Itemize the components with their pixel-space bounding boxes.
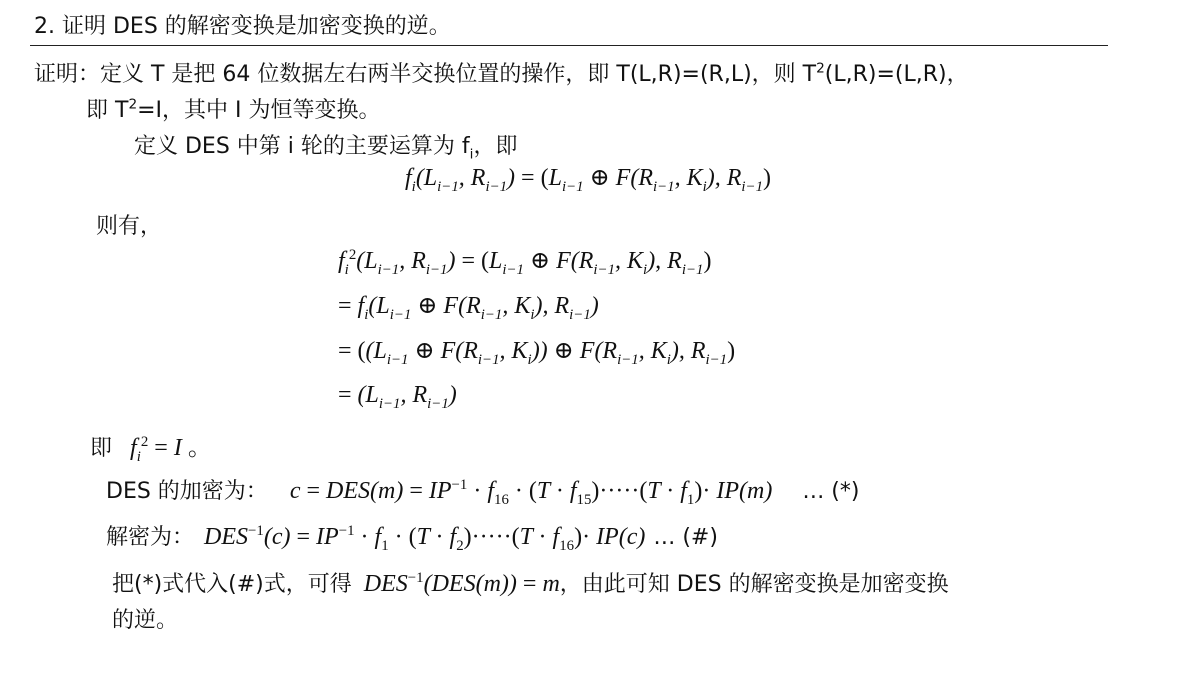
equation-step-4: = ($L_{i-1}$, $R_{i-1}$) bbox=[338, 382, 457, 412]
proof-line-1 bbox=[34, 57, 969, 88]
identity-line bbox=[90, 427, 212, 465]
heading-divider bbox=[30, 45, 1108, 46]
proof-line-3-text-b: ，即 bbox=[473, 134, 518, 159]
conclusion-text-b: ，由此可知 DES 的解密变换是加密变换 bbox=[559, 572, 949, 597]
encryption-label: DES 的加密为： bbox=[106, 479, 268, 504]
equation-conclusion: $DES^{-1}(DES(m)) = m$ bbox=[363, 570, 560, 597]
decryption-label: 解密为： bbox=[106, 525, 195, 550]
ji-label: 即 bbox=[90, 436, 113, 461]
encryption-tag: … (*) bbox=[802, 479, 860, 504]
proof-line-3-sub: i bbox=[469, 146, 474, 163]
problem-heading: 2. 证明 DES 的解密变换是加密变换的逆。 bbox=[34, 14, 451, 39]
proof-line-2-sup: 2 bbox=[128, 96, 138, 113]
encryption-line bbox=[106, 474, 860, 508]
proof-line-3-text-a: 定义 DES 中第 i 轮的主要运算为 f bbox=[134, 134, 470, 159]
proof-line-1-text-a: 证明：定义 T 是把 64 位数据左右两半交换位置的操作，即 T(L,R)=(R,L)，则 T bbox=[34, 62, 817, 87]
equation-decryption: $DES^{-1}(c) = IP^{-1} \cdot f_1 \cdot (T \cdot f_2)\cdot\cdot\cdot\cdot\cdot(T \cdot f_{16})\cdot IP(c)$ bbox=[204, 523, 646, 554]
proof-line-1-sup: 2 bbox=[816, 60, 825, 77]
proof-line-3 bbox=[134, 129, 518, 163]
proof-line-2 bbox=[86, 93, 381, 124]
conclusion-text-a: 把(*)式代入(#)式，可得 bbox=[112, 572, 352, 597]
equation-step-3: = (($L_{i-1}$ ⊕ $F(R_{i-1}$, $K_i$)) ⊕ $F(R_{i-1}$, $K_i$), $R_{i-1}$) bbox=[338, 338, 736, 368]
proof-line-2-text-b: =I，其中 I 为恒等变换。 bbox=[137, 98, 381, 123]
decryption-tag: … (#) bbox=[653, 525, 718, 550]
equation-step-2: = $f_i(L_{i-1}$ ⊕ $F(R_{i-1}$, $K_i$), $R_{i-1}$) bbox=[338, 293, 599, 323]
equation-fi-squared-identity: $f_i^2 = I$ 。 bbox=[130, 434, 212, 465]
equation-encryption: $c = DES(m) = IP^{-1} \cdot f_{16} \cdot (T \cdot f_{15})\cdot\cdot\cdot\cdot\cdot(T \cdot f_1)\cdot IP(m)$ bbox=[289, 477, 773, 508]
conclusion-line-1 bbox=[112, 567, 949, 598]
equation-step-1: $f_i^2(L_{i-1}$, $R_{i-1}) = (L_{i-1}$ ⊕ $F(R_{i-1}$, $K_i$), $R_{i-1}$) bbox=[338, 247, 712, 278]
proof-line-1-text-b: (L,R)=(L,R)， bbox=[824, 62, 969, 87]
conclusion-line-2: 的逆。 bbox=[112, 608, 179, 633]
then-label: 则有， bbox=[96, 214, 163, 239]
proof-line-2-text-a: 即 T bbox=[86, 98, 129, 123]
equation-fi-definition: $f_i(L_{i-1}$, $R_{i-1}) = (L_{i-1}$ ⊕ $F(R_{i-1}$, $K_i$), $R_{i-1}$) bbox=[405, 165, 772, 195]
decryption-line bbox=[106, 520, 718, 554]
